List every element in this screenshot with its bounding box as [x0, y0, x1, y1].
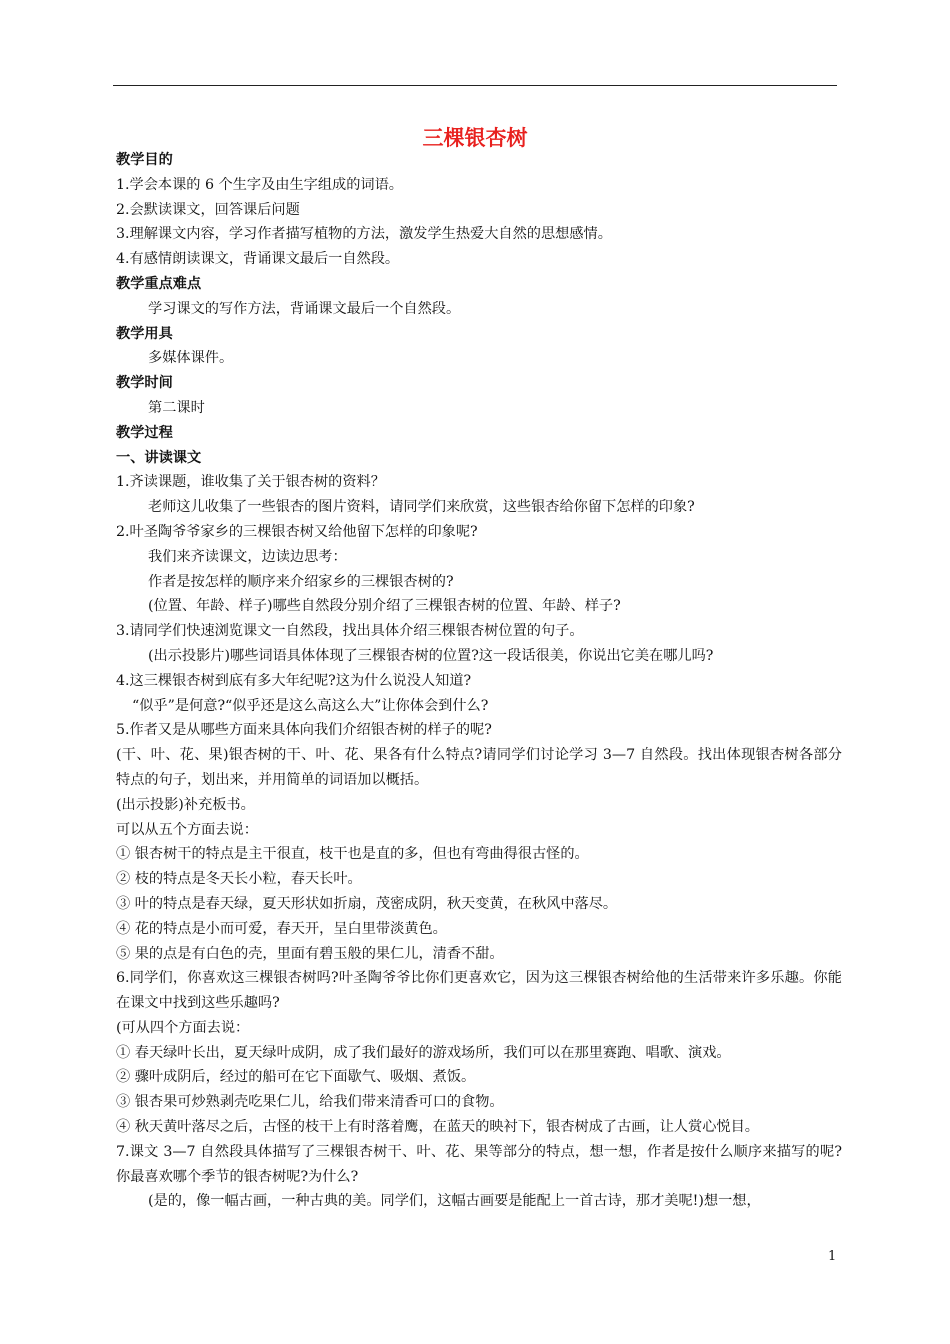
tools-heading: 教学用具	[116, 325, 173, 342]
process-line: (出示投影)补充板书。	[116, 796, 255, 813]
process-line: 1.齐读课题，谁收集了关于银杏树的资料？	[116, 474, 385, 491]
tools-text: 多媒体课件。	[148, 350, 234, 367]
process-line: ④ 花的特点是小而可爱，春天开，呈白里带淡黄色。	[116, 920, 447, 937]
process-line: 3.请同学们快速浏览课文一自然段，找出具体介绍三棵银杏树位置的句子。	[116, 623, 584, 640]
process-line: (出示投影片)哪些词语具体体现了三棵银杏树的位置?这一段话很美，你说出它美在哪儿吗?	[148, 647, 714, 664]
process-line: ③ 银杏果可炒熟剥壳吃果仁儿，给我们带来清香可口的食物。	[116, 1094, 504, 1111]
page-title: 三棵银杏树	[422, 126, 528, 150]
process-line: 6.同学们，你喜欢这三棵银杏树吗?叶圣陶爷爷比你们更喜欢它，因为这三棵银杏树给他的生活带来许多乐趣。你能在课文中找到这些乐趣吗?	[116, 970, 842, 1012]
time-text: 第二课时	[148, 399, 205, 416]
process-line: ④ 秋天黄叶落尽之后，古怪的枝干上有时落着鹰，在蓝天的映衬下，银杏树成了古画，让人赏心悦目。	[116, 1119, 759, 1136]
process-line: (可从四个方面去说：	[116, 1019, 250, 1036]
process-line: 作者是按怎样的顺序来介绍家乡的三棵银杏树的?	[148, 573, 454, 590]
goals-heading: 教学目的	[116, 152, 173, 168]
goal-item: 3.理解课文内容，学习作者描写植物的方法，激发学生热爱大自然的思想感情。	[116, 226, 612, 243]
process-line: 7.课文 3—7 自然段具体描写了三棵银杏树干、叶、花、果等部分的特点，想一想，作者是按什么顺序来描写的呢?你最喜欢哪个季节的银杏树呢?为什么?	[116, 1143, 842, 1185]
process-line: (位置、年龄、样子)哪些自然段分别介绍了三棵银杏树的位置、年龄、样子?	[148, 598, 621, 615]
key-points-heading: 教学重点难点	[116, 275, 202, 292]
process-line: 我们来齐读课文，边读边思考：	[148, 548, 347, 565]
process-line: (干、叶、花、果)银杏树的干、叶、花、果各有什么特点?请同学们讨论学习 3—7 自然段。找出体现银杏树各部分特点的句子，划出来，并用简单的词语加以概括。	[116, 747, 842, 788]
process-line: ③ 叶的特点是春天绿，夏天形状如折扇，茂密成阴，秋天变黄，在秋风中落尽。	[116, 895, 618, 912]
process-line: “似乎”是何意?“似乎还是这么高这么大”让你体会到什么?	[132, 697, 489, 714]
process-subheading: 一、讲读课文	[116, 449, 202, 466]
process-line: 老师这儿收集了一些银杏的图片资料，请同学们来欣赏，这些银杏给你留下怎样的印象?	[148, 499, 695, 516]
key-points-text: 学习课文的写作方法，背诵课文最后一个自然段。	[148, 300, 461, 317]
process-line: 2.叶圣陶爷爷家乡的三棵银杏树又给他留下怎样的印象呢?	[116, 523, 478, 540]
process-line: (是的，像一幅古画，一种古典的美。同学们，这幅古画要是能配上一首古诗，那才美呢!)想一想，	[148, 1193, 761, 1210]
goal-item: 1.学会本课的 6 个生字及由生字组成的词语。	[116, 176, 403, 193]
process-line: 5.作者又是从哪些方面来具体向我们介绍银杏树的样子的呢?	[116, 722, 492, 739]
goal-item: 4.有感情朗读课文，背诵课文最后一自然段。	[116, 251, 400, 268]
process-line: 4.这三棵银杏树到底有多大年纪呢?这为什么说没人知道?	[116, 672, 472, 689]
process-line: ⑤ 果的点是有白色的壳，里面有碧玉般的果仁儿，清香不甜。	[116, 945, 504, 962]
time-heading: 教学时间	[116, 375, 173, 392]
process-line: ② 枝的特点是冬天长小粒，春天长叶。	[116, 871, 362, 888]
process-heading: 教学过程	[116, 424, 173, 441]
process-line: 可以从五个方面去说：	[116, 821, 258, 838]
process-line: ① 春天绿叶长出，夏天绿叶成阴，成了我们最好的游戏场所，我们可以在那里赛跑、唱歌、演戏。	[116, 1044, 731, 1061]
header-rule	[113, 85, 837, 86]
document-body	[116, 148, 842, 1214]
goal-item: 2.会默读课文，回答课后问题	[116, 201, 300, 218]
process-line: ② 骤叶成阴后，经过的船可在它下面歇气、吸烟、煮饭。	[116, 1069, 476, 1086]
process-line: ① 银杏树干的特点是主干很直，枝干也是直的多，但也有弯曲得很古怪的。	[116, 846, 589, 863]
page-number: 1	[828, 1249, 837, 1264]
